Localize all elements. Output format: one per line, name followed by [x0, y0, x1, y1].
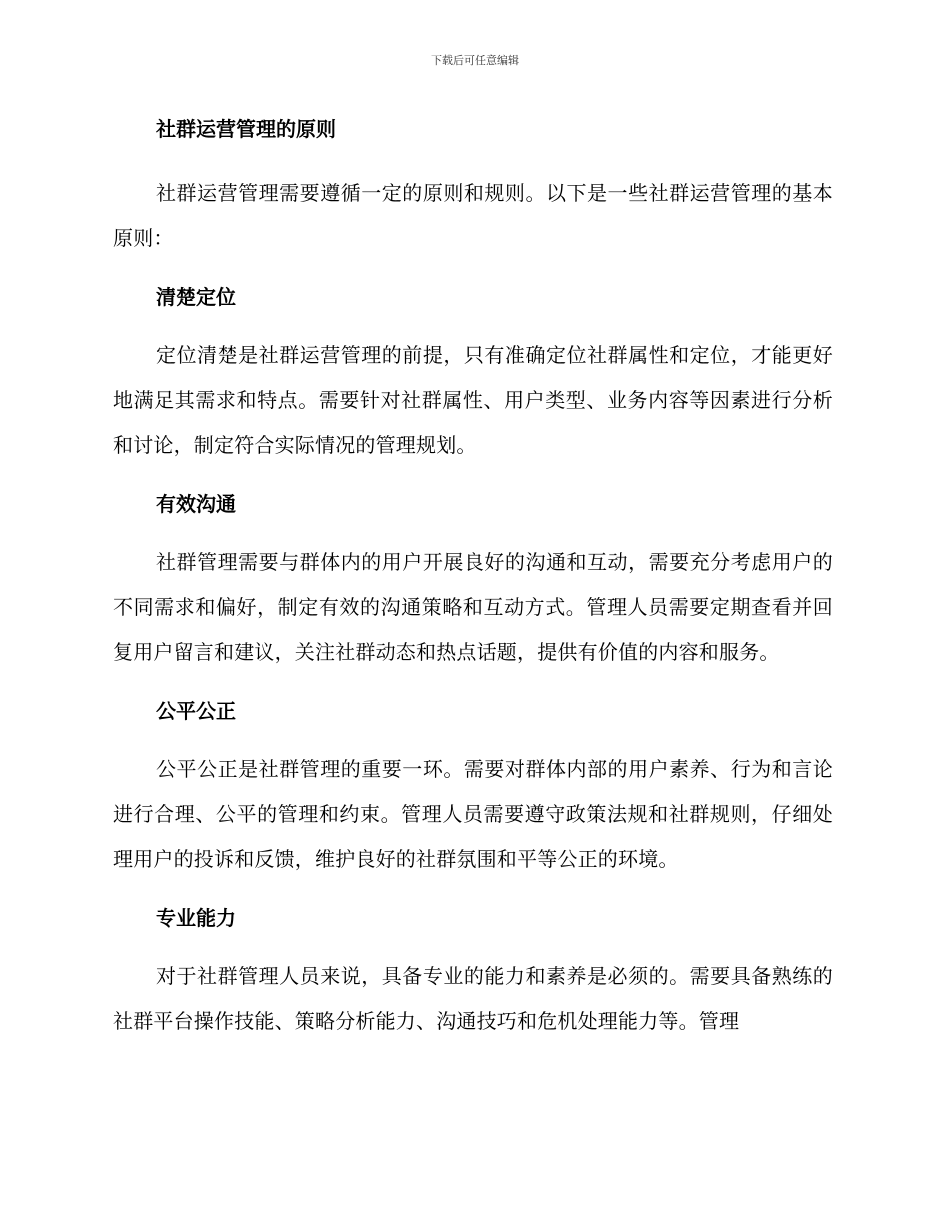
page-header: 下载后可任意编辑 — [431, 54, 519, 67]
section-heading-fairness: 公平公正 — [156, 699, 236, 723]
document-body — [113, 113, 833, 1044]
section-body-professional: 对于社群管理人员来说，具备专业的能力和素养是必须的。需要具备熟练的社群平台操作技能、策略分析能力、沟通技巧和危机处理能力等。管理 — [113, 964, 833, 1033]
intro-paragraph: 社群运营管理需要遵循一定的原则和规则。以下是一些社群运营管理的基本原则： — [113, 181, 833, 250]
section-heading-professional: 专业能力 — [156, 906, 236, 930]
section-heading-positioning: 清楚定位 — [156, 285, 236, 309]
section-body-fairness: 公平公正是社群管理的重要一环。需要对群体内部的用户素养、行为和言论进行合理、公平的管理和约束。管理人员需要遵守政策法规和社群规则，仔细处理用户的投诉和反馈，维护良好的社群氛围和平等公正的环境。 — [113, 757, 833, 871]
section-body-communication: 社群管理需要与群体内的用户开展良好的沟通和互动，需要充分考虑用户的不同需求和偏好，制定有效的沟通策略和互动方式。管理人员需要定期查看并回复用户留言和建议，关注社群动态和热点话题，提供有价值的内容和服务。 — [113, 550, 833, 664]
section-heading-communication: 有效沟通 — [156, 492, 236, 516]
section-body-positioning: 定位清楚是社群运营管理的前提，只有准确定位社群属性和定位，才能更好地满足其需求和特点。需要针对社群属性、用户类型、业务内容等因素进行分析和讨论，制定符合实际情况的管理规划。 — [113, 343, 833, 457]
document-title: 社群运营管理的原则 — [156, 117, 336, 141]
